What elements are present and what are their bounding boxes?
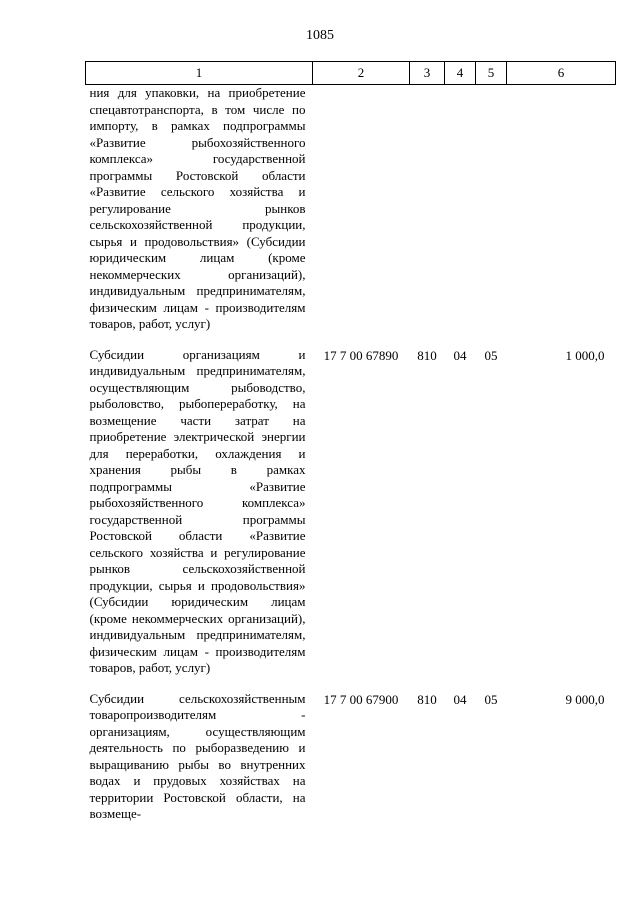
row-target-article: [313, 85, 410, 347]
row-target-article: 17 7 00 67900: [323, 691, 399, 707]
table-row: [86, 347, 616, 691]
row-section: 04: [453, 347, 467, 363]
row-section: 04: [453, 691, 467, 707]
column-header-6: 6: [507, 62, 616, 85]
column-header-1: 1: [86, 62, 313, 85]
row-expense-type: [410, 85, 445, 347]
row-amount: [507, 85, 616, 347]
row-expense-type: 810: [417, 347, 437, 363]
row-subsection: [476, 85, 507, 347]
row-section: [445, 85, 476, 347]
table-row: [86, 85, 616, 347]
row-target-article: 17 7 00 67890: [323, 347, 399, 363]
table-row: [86, 691, 616, 837]
row-amount: 1 000,0: [565, 347, 605, 363]
column-header-2: 2: [313, 62, 410, 85]
row-description: Субсидии сельскохозяйственным товаропроизводителям - организациям, осуществляющим деятельность по рыборазведению и выращиванию рыбы во внутренних водах и прудовых хозяйствах на территории Ростовской области, на возмеще-: [89, 690, 306, 821]
column-header-4: 4: [445, 62, 476, 85]
row-subsection: 05: [484, 691, 498, 707]
page-number: 1085: [306, 28, 334, 43]
row-amount: 9 000,0: [565, 691, 605, 707]
budget-table: [85, 61, 616, 837]
row-description: Субсидии организациям и индивидуальным предпринимателям, осуществляющим рыбоводство, рыболовство, рыбопереработку, на возмещение части затрат на приобретение электрической энергии для переработки, охлаждения и хранения рыбы в рамках подпрограммы «Развитие рыбохозяйственного комплекса» государственной программы Ростовской области «Развитие сельского хозяйства и регулирование рынков сельскохозяйственной продукции, сырья и продовольствия» (Субсидии юридическим лицам (кроме некоммерческих организаций), индивидуальным предпринимателям, физическим лицам - производителям товаров, работ, услуг): [89, 346, 306, 675]
row-subsection: 05: [484, 347, 498, 363]
column-header-3: 3: [410, 62, 445, 85]
row-expense-type: 810: [417, 691, 437, 707]
row-description: ния для упаковки, на приобретение спецавтотранспорта, в том числе по импорту, в рамках подпрограммы «Развитие рыбохозяйственного комплекса» государственной программы Ростовской области «Развитие сельского хозяйства и регулирование рынков сельскохозяйственной продукции, сырья и продовольствия» (Субсидии юридическим лицам (кроме некоммерческих организаций), индивидуальным предпринимателям, физическим лицам - производителям товаров, работ, услуг): [89, 85, 306, 331]
column-header-5: 5: [476, 62, 507, 85]
table-header-row: [86, 62, 616, 85]
